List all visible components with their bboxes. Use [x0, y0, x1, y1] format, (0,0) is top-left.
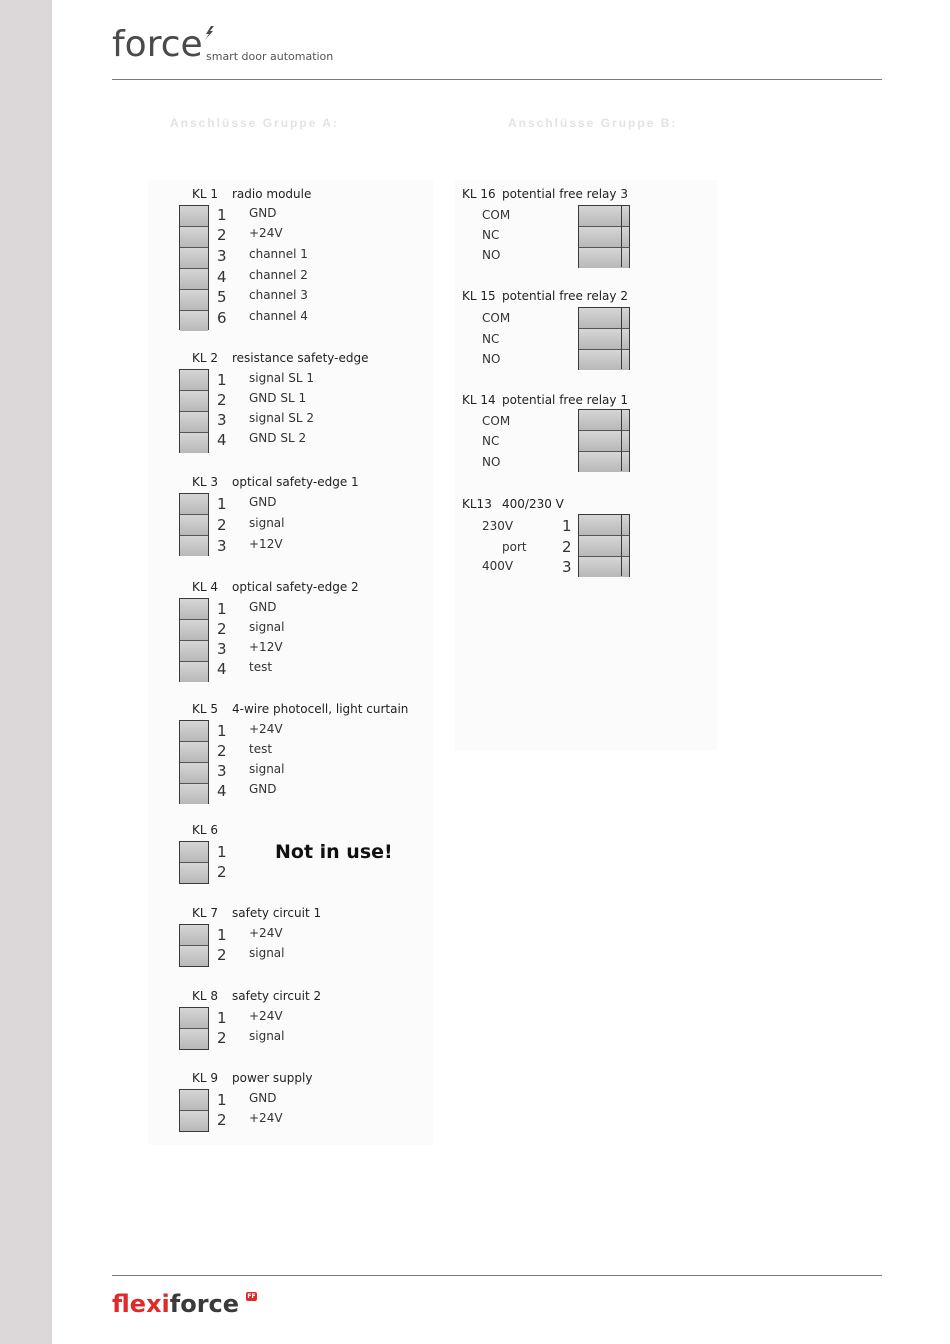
flexiforce-logo — [112, 1290, 239, 1318]
pin-number: 1 — [562, 517, 572, 535]
terminal-code: KL 6 — [192, 823, 219, 837]
terminal-code: KL 2 — [192, 351, 219, 365]
terminal-name: radio module — [232, 187, 312, 201]
logo-badge: FF — [247, 1293, 256, 1300]
pin-label: COM — [482, 311, 511, 325]
terminal-name: 4-wire photocell, light curtain — [232, 702, 409, 716]
connector-block — [578, 409, 630, 472]
connector-block — [578, 307, 630, 370]
pin-label: NO — [482, 352, 501, 366]
side-strip — [0, 0, 52, 1344]
terminal-code: KL 7 — [192, 906, 219, 920]
header-rule — [112, 79, 882, 80]
terminal-code: KL 14 — [462, 393, 496, 407]
terminal-code: KL 15 — [462, 289, 496, 303]
terminal-name: optical safety-edge 2 — [232, 580, 359, 594]
pin-label: NC — [482, 434, 500, 448]
connector-block — [179, 598, 209, 682]
spark-icon — [202, 26, 216, 40]
logo-part-1: flexi — [112, 1290, 170, 1318]
terminal-name: safety circuit 2 — [232, 989, 322, 1003]
group-a-title: Anschlüsse Gruppe A: — [170, 116, 339, 130]
pin-label: 230V — [482, 519, 514, 533]
footer-rule — [112, 1275, 882, 1276]
terminal-code: KL 4 — [192, 580, 219, 594]
terminal-name: potential free relay 3 — [502, 187, 628, 201]
brand-tagline: smart door automation — [206, 50, 334, 63]
brand-word: force — [112, 24, 203, 65]
pin-label: port — [502, 540, 527, 554]
brand-logo — [112, 24, 334, 65]
connector-block — [179, 205, 209, 330]
pin-label: NO — [482, 455, 501, 469]
connector-block — [179, 493, 209, 556]
connector-block — [578, 205, 630, 268]
terminal-name: safety circuit 1 — [232, 906, 322, 920]
connector-block — [179, 1089, 209, 1132]
terminal-code: KL13 — [462, 497, 492, 511]
terminal-name: optical safety-edge 1 — [232, 475, 359, 489]
pin-label: COM — [482, 208, 511, 222]
terminal-name: potential free relay 2 — [502, 289, 628, 303]
logo-part-2: force — [169, 1290, 240, 1318]
pin-label: 400V — [482, 559, 514, 573]
connector-block — [578, 514, 630, 577]
connector-block — [179, 924, 209, 967]
connector-block — [179, 369, 209, 453]
connector-block — [179, 841, 209, 884]
terminal-name: potential free relay 1 — [502, 393, 628, 407]
pin-number: 2 — [562, 538, 572, 556]
group-b-title: Anschlüsse Gruppe B: — [508, 116, 678, 130]
pin-label: COM — [482, 414, 511, 428]
connector-block — [179, 720, 209, 804]
connector-block — [179, 1007, 209, 1050]
terminal-code: KL 1 — [192, 187, 219, 201]
terminal-name: power supply — [232, 1071, 313, 1085]
terminal-code: KL 3 — [192, 475, 219, 489]
terminal-code: KL 8 — [192, 989, 219, 1003]
terminal-name: 400/230 V — [502, 497, 564, 511]
not-in-use-note: Not in use! — [275, 841, 393, 863]
pin-label: NO — [482, 248, 501, 262]
terminal-code: KL 9 — [192, 1071, 219, 1085]
terminal-code: KL 5 — [192, 702, 219, 716]
pin-number: 3 — [562, 558, 572, 576]
terminal-name: resistance safety-edge — [232, 351, 369, 365]
pin-label: NC — [482, 228, 500, 242]
terminal-code: KL 16 — [462, 187, 496, 201]
pin-label: NC — [482, 332, 500, 346]
